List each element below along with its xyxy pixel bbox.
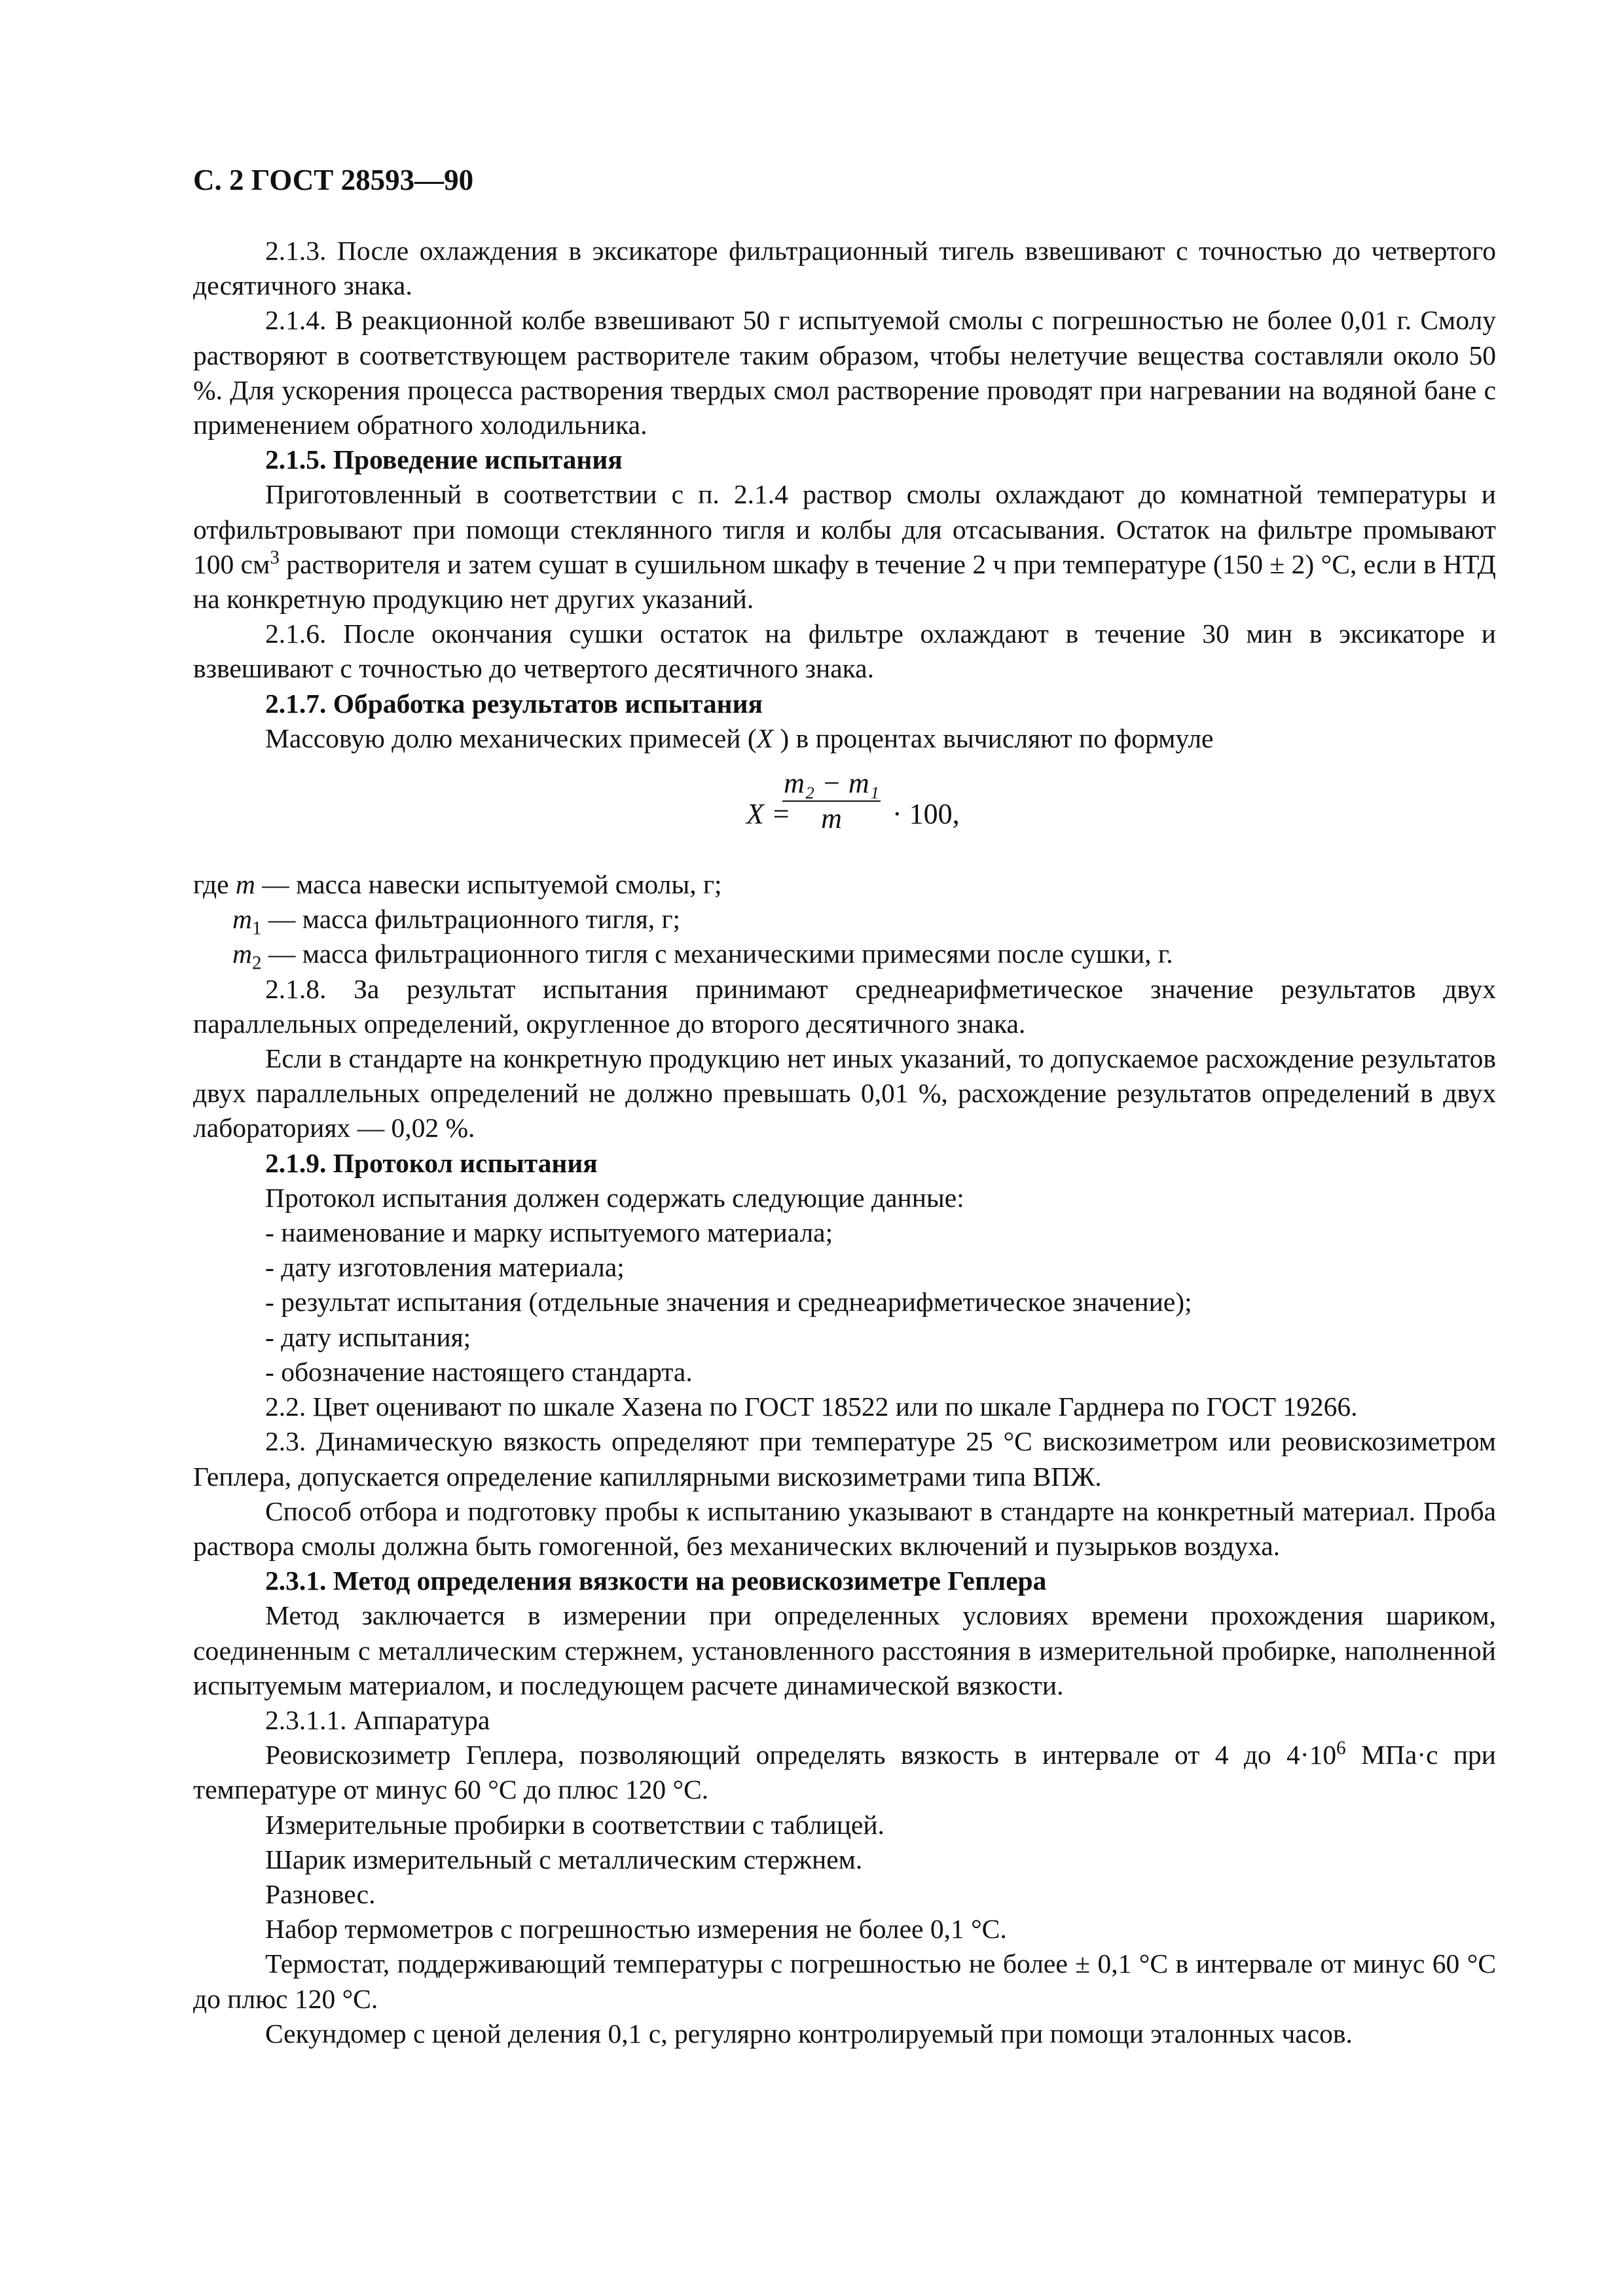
paragraph-2-1-3: 2.1.3. После охлаждения в эксикаторе фильтрационный тигель взвешивают с точностью до четвертого десятичного знака.	[193, 236, 1496, 301]
formula	[193, 756, 1496, 867]
where-text: — масса фильтрационного тигля, г;	[261, 904, 681, 935]
where-line-1	[193, 867, 1496, 902]
apparatus-item: Шарик измерительный с металлическим стержнем.	[265, 1844, 863, 1874]
variable-m2: m	[232, 939, 252, 969]
variable-x: X	[756, 723, 774, 753]
paragraph-2-1-6: 2.1.6. После окончания сушки остаток на фильтре охлаждают в течение 30 мин в эксикаторе и взвешивают с точностью до четвертого десятичного знака.	[193, 619, 1496, 684]
apparatus-item: Секундомер с ценой деления 0,1 с, регулярно контролируемый при помощи эталонных часов.	[265, 2018, 1353, 2049]
heading-2-3-1-1: 2.3.1.1. Аппаратура	[265, 1704, 490, 1735]
variable-m1: m	[232, 904, 252, 935]
formula-tail: · 100,	[892, 798, 960, 831]
superscript: 6	[1336, 1738, 1346, 1759]
heading-2-1-5: 2.1.5. Проведение испытания	[265, 444, 623, 475]
where-text: — масса фильтрационного тигля с механическими примесями после сушки, г.	[261, 939, 1173, 969]
text-span: Массовую долю механических примесей (	[265, 723, 757, 753]
paragraph-2-3-b: Способ отбора и подготовку пробы к испытанию указывают в стандарте на конкретный материал. Проба раствора смолы должна быть гомогенной, без механических включений и пузырьков воздуха.	[193, 1496, 1496, 1561]
formula-numerator: m₂ − m₁	[782, 768, 881, 802]
text-span: ) в процентах вычисляют по формуле	[773, 723, 1214, 753]
list-item: - результат испытания (отдельные значения и среднеарифметическое значение);	[265, 1287, 1192, 1318]
page-header: С. 2 ГОСТ 28593—90	[193, 164, 474, 196]
text-span: растворителя и затем сушат в сушильном шкафу в течение 2 ч при температуре (150 ± 2) °С, если в НТД на конкретную продукцию нет других указаний.	[193, 548, 1496, 615]
paragraph-2-1-9: Протокол испытания должен содержать следующие данные:	[265, 1182, 964, 1213]
list-item: - обозначение настоящего стандарта.	[265, 1356, 693, 1387]
paragraph-2-1-8-b: Если в стандарте на конкретную продукцию нет иных указаний, то допускаемое расхождение результатов двух параллельных определений не должно превышать 0,01 %, расхождение результатов определений в двух лабораториях — 0,02 %.	[193, 1043, 1496, 1143]
heading-2-3-1: 2.3.1. Метод определения вязкости на реовискозиметре Геплера	[265, 1566, 1047, 1596]
apparatus-item: Термостат, поддерживающий температуры с погрешностью не более ± 0,1 °С в интервале от минус 60 °С до плюс 120 °С.	[193, 1948, 1496, 2014]
paragraph-2-3-1: Метод заключается в измерении при определенных условиях времени прохождения шариком, соединенным с металлическим стержнем, установленного расстояния в измерительной пробирке, наполненной испытуемым материалом, и последующем расчете динамической вязкости.	[193, 1600, 1496, 1700]
text-span: МПа·с при температуре от минус 60 °С до плюс 120 °С.	[193, 1740, 1496, 1805]
text-span: Приготовленный в соответствии с п. 2.1.4 раствор смолы охлаждают до комнатной температуры и отфильтровывают при помощи стеклянного тигля и колбы для отсасывания. Остаток на фильтре промывают 100 см	[193, 479, 1496, 579]
list-item: - дату испытания;	[265, 1321, 471, 1352]
apparatus-item: Набор термометров с погрешностью измерения не более 0,1 °С.	[265, 1914, 1007, 1945]
list-item: - дату изготовления материала;	[265, 1252, 625, 1283]
heading-2-1-9: 2.1.9. Протокол испытания	[265, 1147, 598, 1178]
formula-denominator: m	[821, 802, 842, 835]
page-content	[193, 160, 1496, 2051]
subscript: 1	[251, 918, 262, 939]
paragraph-2-3-1-1	[193, 1738, 1496, 1807]
formula-lhs-text: X =	[746, 798, 791, 831]
where-text: — масса навески испытуемой смолы, г;	[255, 869, 722, 900]
paragraph-2-1-4: 2.1.4. В реакционной колбе взвешивают 50 г испытуемой смолы с погрешностью не более 0,01 г. Смолу растворяют в соответствующем растворителе таким образом, чтобы нелетучие вещества составляли около 50 %. Для ускорения процесса растворения твердых смол растворение проводят при нагревании на водяной бане с применением обратного холодильника.	[193, 305, 1496, 440]
where-prefix: где	[193, 869, 236, 900]
list-item: - наименование и марку испытуемого материала;	[265, 1217, 833, 1248]
where-line-3	[193, 937, 1496, 974]
heading-2-1-7: 2.1.7. Обработка результатов испытания	[265, 688, 763, 719]
paragraph-2-2: 2.2. Цвет оценивают по шкале Хазена по ГОСТ 18522 или по шкале Гарднера по ГОСТ 19266.	[265, 1391, 1358, 1422]
paragraph-2-1-7	[193, 721, 1496, 756]
apparatus-item: Разновес.	[265, 1878, 376, 1909]
apparatus-item: Измерительные пробирки в соответствии с таблицей.	[265, 1809, 884, 1840]
where-line-2	[193, 902, 1496, 937]
superscript: 3	[270, 547, 280, 568]
subscript: 2	[251, 952, 262, 974]
paragraph-2-1-8: 2.1.8. За результат испытания принимают среднеарифметическое значение результатов двух параллельных определений, округленное до второго десятичного знака.	[193, 973, 1496, 1039]
paragraph-2-3: 2.3. Динамическую вязкость определяют при температуре 25 °С вискозиметром или реовискозиметром Геплера, допускается определение капиллярными вискозиметрами типа ВПЖ.	[193, 1426, 1496, 1492]
formula-fraction	[782, 768, 881, 836]
variable-m: m	[235, 869, 255, 900]
text-span: Реовискозиметр Геплера, позволяющий определять вязкость в интервале от 4 до 4·10	[265, 1740, 1337, 1770]
paragraph-2-1-5	[193, 477, 1496, 617]
